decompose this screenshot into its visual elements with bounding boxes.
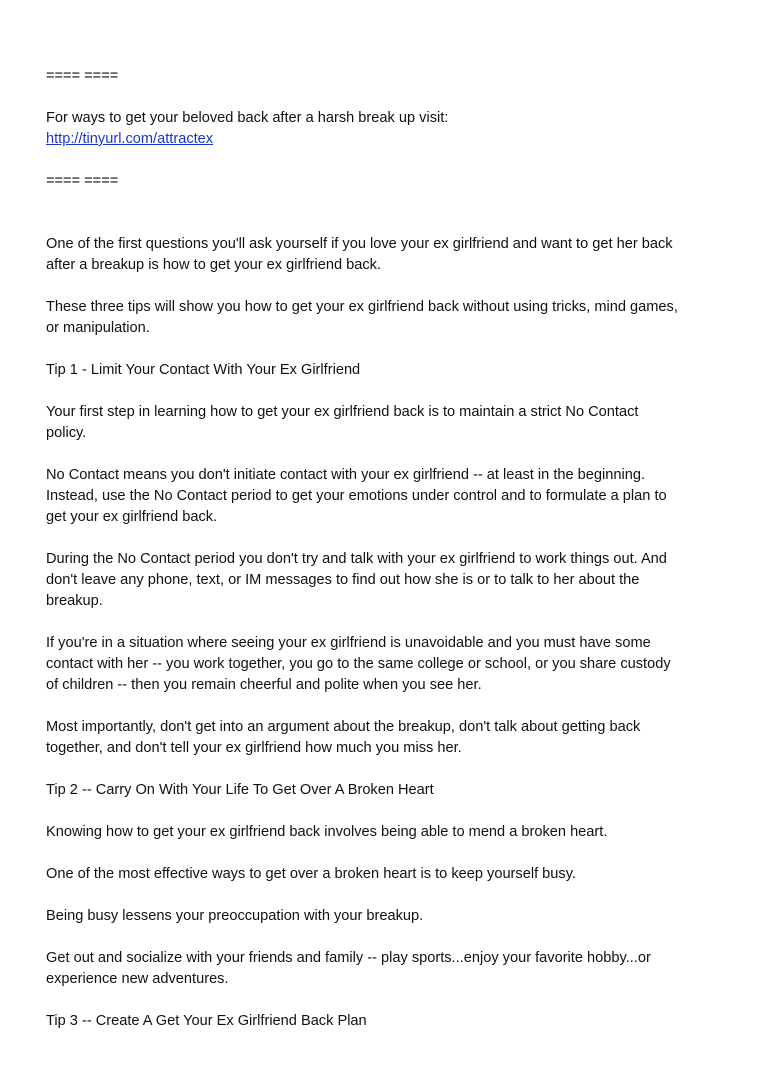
- paragraph-line: Knowing how to get your ex girlfriend back involves being able to mend a broken heart.: [46, 824, 608, 840]
- promo-text: For ways to get your beloved back after a harsh break up visit:: [46, 110, 449, 126]
- blank-line: [46, 213, 736, 234]
- body-paragraph: [46, 549, 736, 612]
- paragraph-line: If you're in a situation where seeing your ex girlfriend is unavoidable and you must have some: [46, 635, 651, 651]
- separator-text: ==== ====: [46, 68, 119, 84]
- paragraph-line: During the No Contact period you don't try and talk with your ex girlfriend to work things out. And: [46, 551, 667, 567]
- promo-link[interactable]: http://tinyurl.com/attractex: [46, 131, 214, 147]
- paragraph-line: get your ex girlfriend back.: [46, 509, 218, 525]
- separator-bottom: [46, 171, 736, 192]
- separator-text: ==== ====: [46, 173, 119, 189]
- paragraph-line: breakup.: [46, 593, 103, 609]
- document-page: [46, 66, 736, 1053]
- paragraph-line: No Contact means you don't initiate contact with your ex girlfriend -- at least in the beginning.: [46, 467, 646, 483]
- body-paragraph: [46, 864, 736, 885]
- paragraph-line: don't leave any phone, text, or IM messages to find out how she is or to talk to her about the: [46, 572, 640, 588]
- body-paragraph: [46, 234, 736, 276]
- paragraph-line: One of the first questions you'll ask yourself if you love your ex girlfriend and want to get her back: [46, 236, 673, 252]
- tip-heading: [46, 780, 736, 801]
- paragraph-line: of children -- then you remain cheerful and polite when you see her.: [46, 677, 482, 693]
- paragraph-line: These three tips will show you how to get your ex girlfriend back without using tricks, mind games,: [46, 299, 678, 315]
- paragraph-line: after a breakup is how to get your ex girlfriend back.: [46, 257, 382, 273]
- body-paragraph: [46, 822, 736, 843]
- paragraph-line: Tip 2 -- Carry On With Your Life To Get Over A Broken Heart: [46, 782, 434, 798]
- body-paragraph: [46, 465, 736, 528]
- paragraph-line: Instead, use the No Contact period to get your emotions under control and to formulate a plan to: [46, 488, 667, 504]
- body-paragraph: [46, 948, 736, 990]
- promo-block: [46, 108, 736, 150]
- tip-heading: [46, 1011, 736, 1032]
- paragraph-line: contact with her -- you work together, you go to the same college or school, or you share custody: [46, 656, 671, 672]
- body-paragraph: [46, 633, 736, 696]
- paragraph-line: Get out and socialize with your friends and family -- play sports...enjoy your favorite hobby...or: [46, 950, 651, 966]
- paragraph-line: Tip 1 - Limit Your Contact With Your Ex Girlfriend: [46, 362, 361, 378]
- paragraph-line: Being busy lessens your preoccupation with your breakup.: [46, 908, 424, 924]
- article-body: [46, 234, 736, 1032]
- paragraph-line: One of the most effective ways to get over a broken heart is to keep yourself busy.: [46, 866, 576, 882]
- paragraph-line: together, and don't tell your ex girlfriend how much you miss her.: [46, 740, 462, 756]
- separator-top: [46, 66, 736, 87]
- paragraph-line: policy.: [46, 425, 87, 441]
- body-paragraph: [46, 297, 736, 339]
- body-paragraph: [46, 717, 736, 759]
- paragraph-line: Tip 3 -- Create A Get Your Ex Girlfriend Back Plan: [46, 1013, 367, 1029]
- paragraph-line: Most importantly, don't get into an argument about the breakup, don't talk about getting back: [46, 719, 641, 735]
- tip-heading: [46, 360, 736, 381]
- paragraph-line: experience new adventures.: [46, 971, 229, 987]
- paragraph-line: or manipulation.: [46, 320, 150, 336]
- body-paragraph: [46, 906, 736, 927]
- paragraph-line: Your first step in learning how to get your ex girlfriend back is to maintain a strict No Contact: [46, 404, 639, 420]
- body-paragraph: [46, 402, 736, 444]
